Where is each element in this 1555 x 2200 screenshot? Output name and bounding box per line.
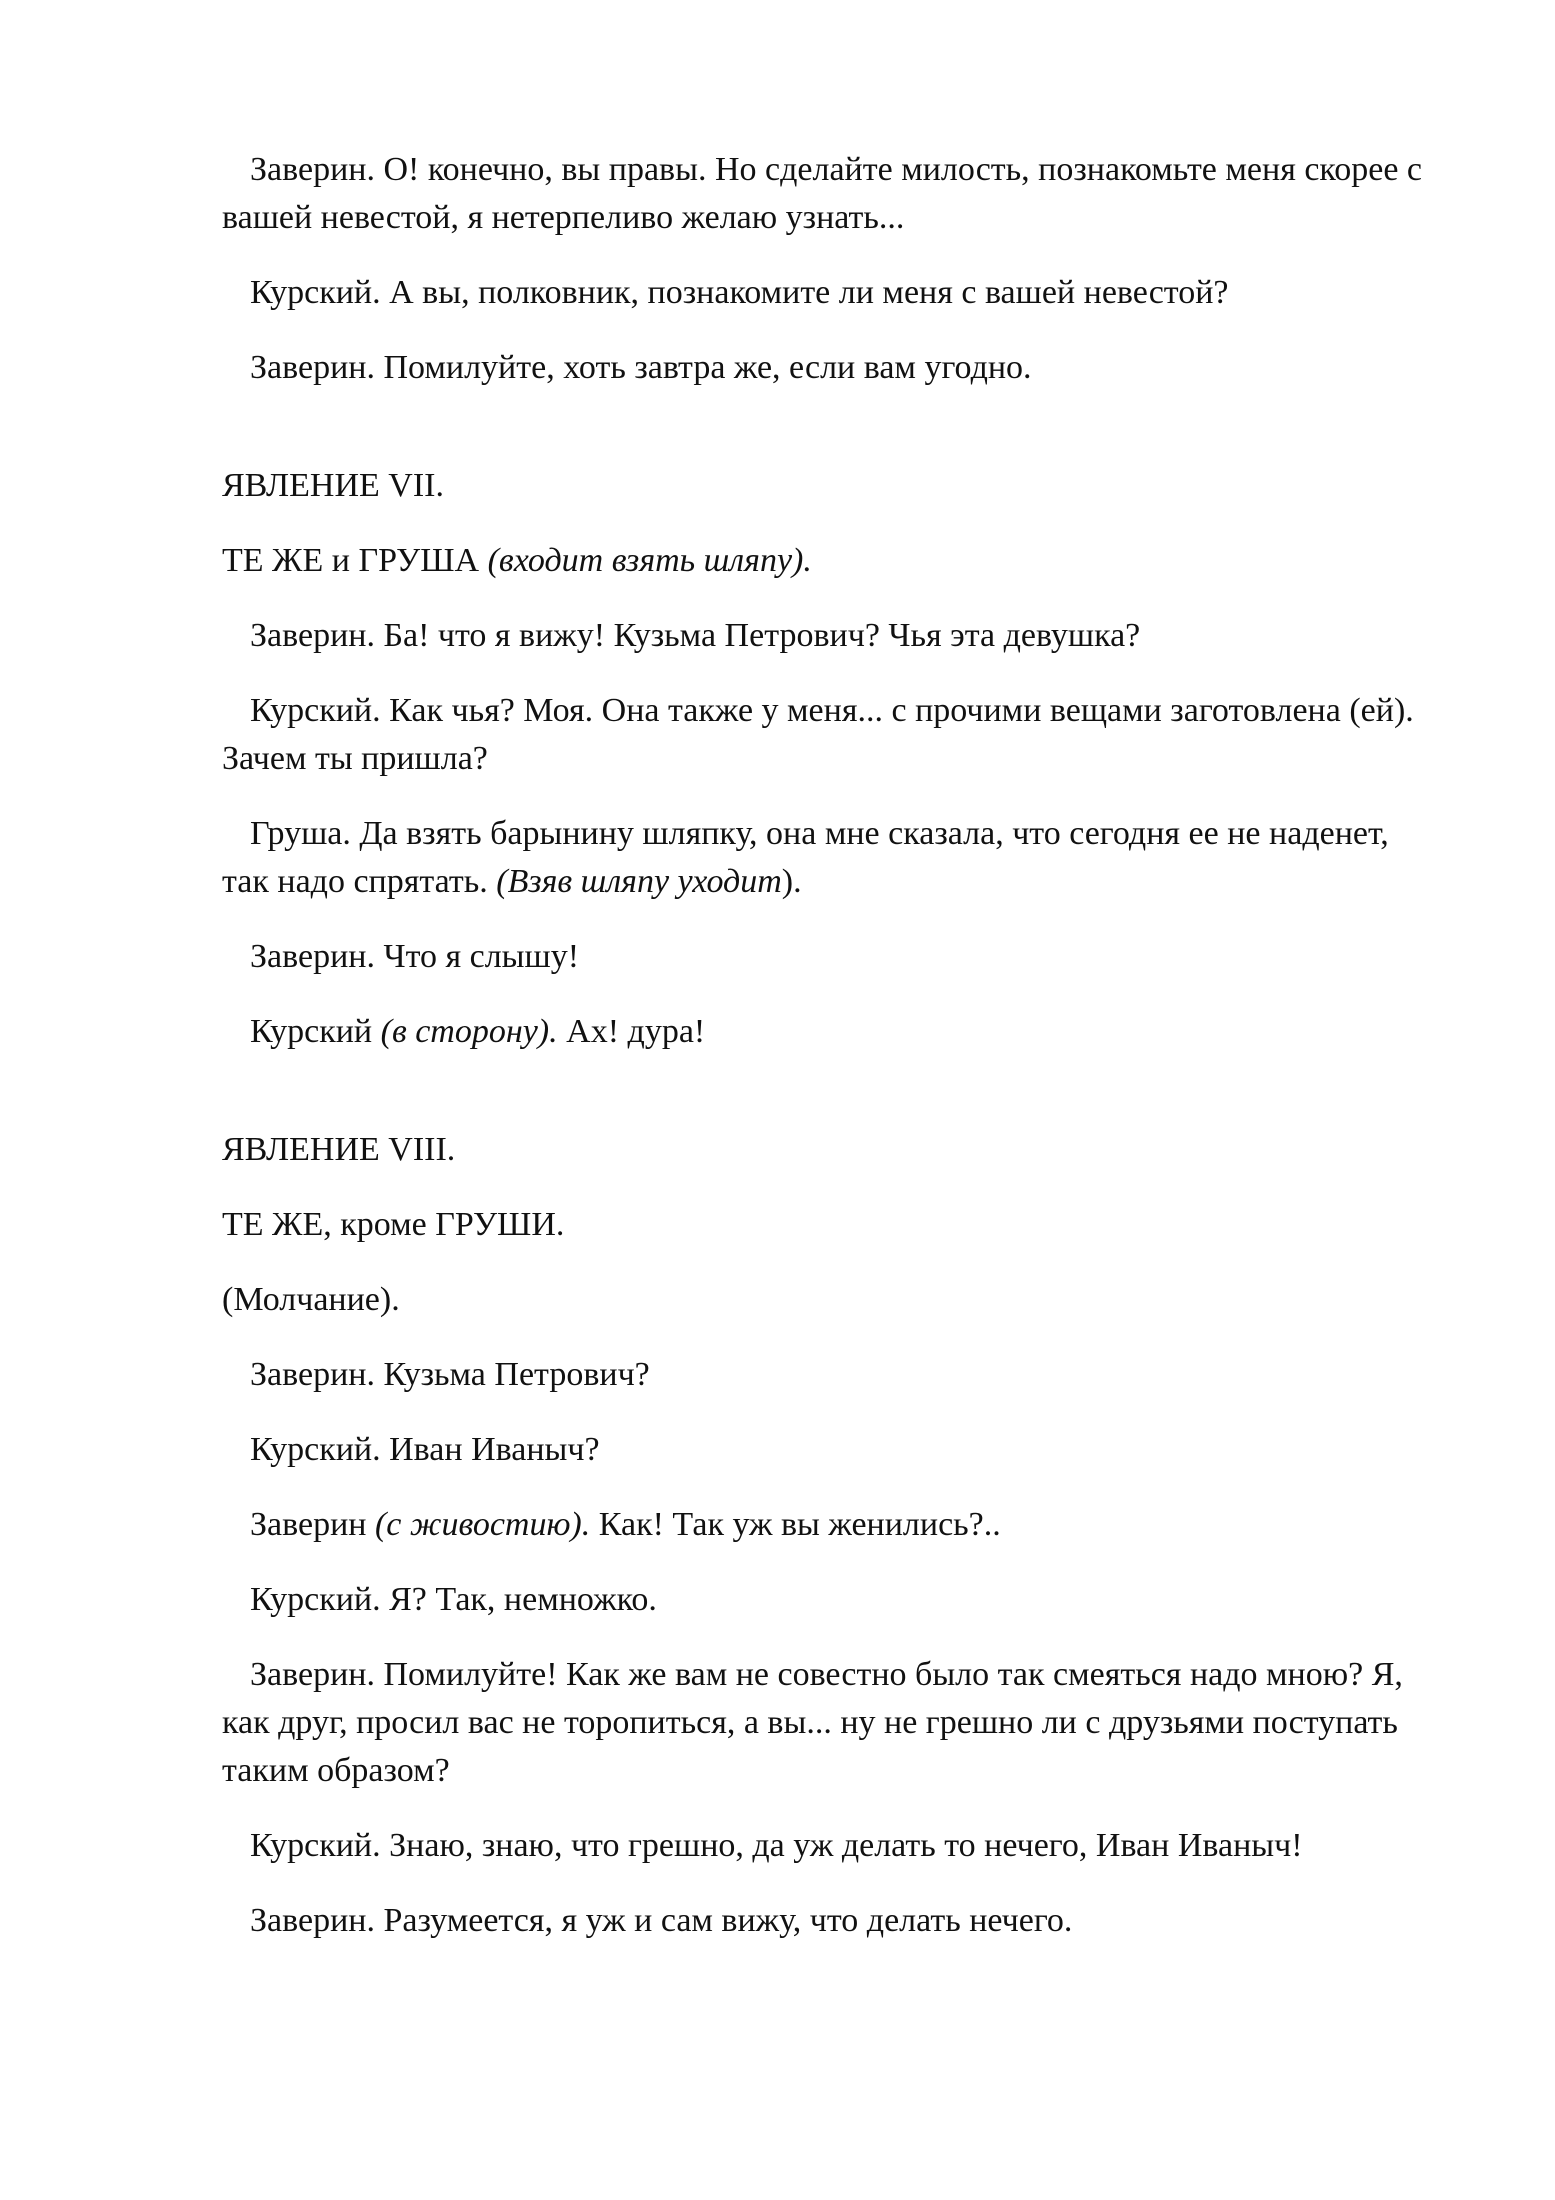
dialogue-line [222,933,1442,981]
dialogue-text: Что я слышу! [374,938,580,975]
dialogue-text: Да взять барынину шляпку, она мне сказала, что сегодня ее не наденет, так надо спрятать. [222,815,1389,900]
dialogue-text: Помилуйте! Как же вам не совестно было так смеяться надо мною? Я, как друг, просил вас не торопиться, а вы... ну не грешно ли с друзьями поступать таким образом? [222,1656,1403,1789]
cast-names: ТЕ ЖЕ и ГРУША [222,542,488,579]
dialogue-line [222,269,1442,317]
speaker-name: Курский. [250,1581,381,1618]
dialogue-text: Как! Так уж вы женились?.. [590,1506,1001,1543]
dialogue-text-tail: ). [781,863,802,900]
dialogue-text: Разумеется, я уж и сам вижу, что делать нечего. [374,1902,1073,1939]
dialogue-line [222,810,1442,906]
speaker-name: Курский. [250,274,381,311]
speaker-name: Курский. [250,692,381,729]
dialogue-text: Помилуйте, хоть завтра же, если вам угодно. [374,349,1032,386]
dialogue-text: Как чья? Моя. Она также у меня... с прочими вещами заготовлена (ей). Зачем ты пришла? [222,692,1414,777]
speaker-name: Заверин. [250,1356,375,1393]
scene-heading: ЯВЛЕНИЕ VII. [222,467,444,504]
stage-direction: (Взяв шляпу уходит [496,863,782,900]
speaker-name: Груша. [250,815,351,852]
dialogue-text: Я? Так, немножко. [380,1581,657,1618]
dialogue-text: Знаю, знаю, что грешно, да уж делать то нечего, Иван Иваныч! [380,1827,1303,1864]
stage-direction: (в сторону). [372,1013,558,1050]
speaker-name: Заверин [250,1506,367,1543]
dialogue-line [222,146,1442,242]
dialogue-line [222,1351,1442,1399]
dialogue-line [222,1576,1442,1624]
dialogue-text: Иван Иваныч? [380,1431,600,1468]
speaker-name: Заверин. [250,1656,375,1693]
scene-cast: ТЕ ЖЕ, кроме ГРУШИ. [222,1206,565,1243]
dialogue-text: Ах! дура! [557,1013,706,1050]
stage-direction-silence: (Молчание). [222,1281,400,1318]
speaker-name: Заверин. [250,1902,375,1939]
speaker-name: Курский [250,1013,373,1050]
dialogue-line [222,1897,1442,1945]
speaker-name: Заверин. [250,617,375,654]
dialogue-line [222,1501,1442,1549]
dialogue-text: Кузьма Петрович? [374,1356,650,1393]
dialogue-line [222,612,1442,660]
speaker-name: Курский. [250,1431,381,1468]
stage-direction: (входит взять шляпу). [487,542,812,579]
scene-heading: ЯВЛЕНИЕ VIII. [222,1131,456,1168]
speaker-name: Курский. [250,1827,381,1864]
dialogue-line [222,344,1442,392]
dialogue-line [222,1651,1442,1795]
speaker-name: Заверин. [250,349,375,386]
dialogue-line [222,1426,1442,1474]
scene-cast [222,537,1442,585]
stage-direction: (с живостию). [366,1506,591,1543]
dialogue-line [222,1822,1442,1870]
dialogue-line [222,1008,1442,1056]
dialogue-line [222,687,1442,783]
speaker-name: Заверин. [250,151,375,188]
dialogue-text: О! конечно, вы правы. Но сделайте милость, познакомьте меня скорее с вашей невестой, я нетерпеливо желаю узнать... [222,151,1422,236]
dialogue-text: Ба! что я вижу! Кузьма Петрович? Чья эта девушка? [374,617,1141,654]
speaker-name: Заверин. [250,938,375,975]
play-text [222,146,1442,1972]
dialogue-text: А вы, полковник, познакомите ли меня с вашей невестой? [380,274,1229,311]
